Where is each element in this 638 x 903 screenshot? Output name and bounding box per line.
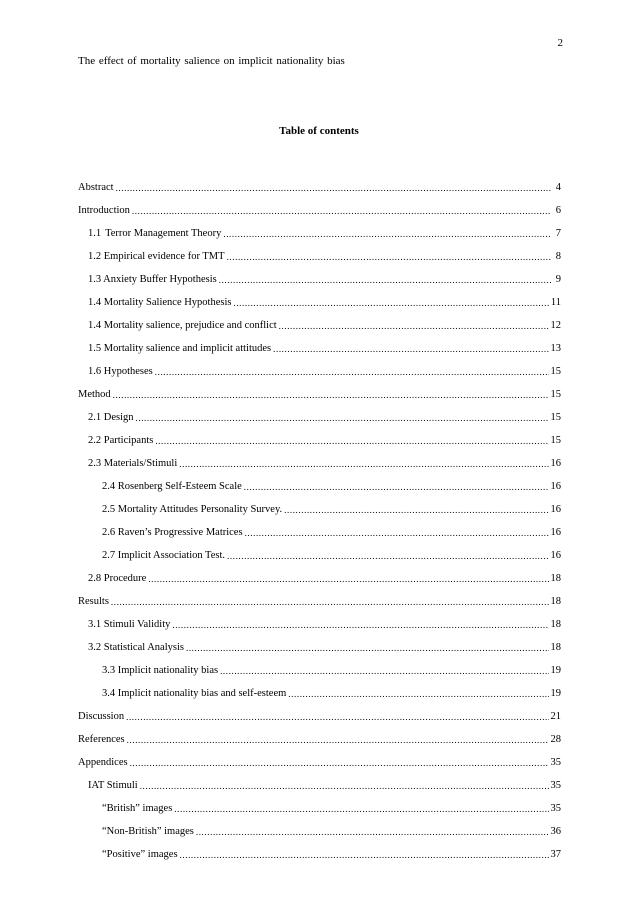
toc-leader-dots <box>174 803 548 815</box>
toc-leader-dots <box>288 688 548 700</box>
toc-entry-label: “British” images <box>102 802 173 814</box>
toc-entry-label: 3.2 Statistical Analysis <box>88 641 184 653</box>
page-number: 2 <box>557 37 563 49</box>
toc-leader-dots <box>245 527 549 539</box>
toc-entry-page: 15 <box>550 434 561 446</box>
toc-entry-label: Terror Management Theory <box>105 227 222 239</box>
toc-entry-page: 35 <box>550 779 561 791</box>
toc-entry-label: 2.7 Implicit Association Test. <box>102 549 226 561</box>
toc-entry-label: Appendices <box>78 756 128 768</box>
toc-entry-label: 3.3 Implicit nationality bias <box>102 664 219 676</box>
toc-entry-page: 16 <box>550 457 561 469</box>
toc-entry[interactable] <box>78 245 561 268</box>
toc-entry[interactable] <box>78 452 561 475</box>
toc-entry[interactable] <box>78 590 561 613</box>
toc-entry-label: 2.5 Mortality Attitudes Personality Survey. <box>102 503 283 515</box>
toc-entry-label: 1.2 Empirical evidence for TMT <box>88 250 225 262</box>
toc-leader-dots <box>172 619 548 631</box>
toc-entry-page: 4 <box>555 181 561 193</box>
toc-entry-label: Abstract <box>78 181 114 193</box>
toc-entry-label: 1.5 Mortality salience and implicit attitudes <box>88 342 272 354</box>
toc-entry-page: 19 <box>550 664 561 676</box>
toc-entry-label: 2.3 Materials/Stimuli <box>88 457 178 469</box>
toc-entry[interactable] <box>78 475 561 498</box>
toc-entry[interactable] <box>78 544 561 567</box>
toc-entry-page: 12 <box>550 319 561 331</box>
toc-entry-page: 18 <box>550 641 561 653</box>
toc-entry[interactable] <box>78 797 561 820</box>
toc-entry-label: Discussion <box>78 710 125 722</box>
toc-leader-dots <box>186 642 549 654</box>
toc-entry-label: “Positive” images <box>102 848 178 860</box>
toc-entry-page: 36 <box>550 825 561 837</box>
toc-entry-label: 1.3 Anxiety Buffer Hypothesis <box>88 273 217 285</box>
table-of-contents <box>78 176 561 866</box>
toc-entry-label: 2.1 Design <box>88 411 134 423</box>
toc-leader-dots <box>279 320 549 332</box>
toc-entry-label: Results <box>78 595 109 607</box>
toc-entry-page: 6 <box>555 204 561 216</box>
toc-entry[interactable] <box>78 705 561 728</box>
toc-entry[interactable] <box>78 774 561 797</box>
toc-entry-page: 15 <box>550 365 561 377</box>
toc-entry-page: 16 <box>550 526 561 538</box>
toc-leader-dots <box>113 389 549 401</box>
toc-entry[interactable] <box>78 567 561 590</box>
toc-entry-page: 7 <box>555 227 561 239</box>
toc-entry-page: 11 <box>550 296 561 308</box>
toc-entry-label: Introduction <box>78 204 130 216</box>
toc-leader-dots <box>284 504 548 516</box>
toc-entry-page: 9 <box>555 273 561 285</box>
toc-title: Table of contents <box>279 125 359 137</box>
toc-entry[interactable] <box>78 636 561 659</box>
toc-entry-page: 16 <box>550 549 561 561</box>
toc-entry[interactable] <box>78 613 561 636</box>
toc-entry[interactable] <box>78 820 561 843</box>
toc-entry-number: 1.1 <box>88 227 102 239</box>
toc-entry-page: 18 <box>550 595 561 607</box>
toc-entry-label: 1.6 Hypotheses <box>88 365 153 377</box>
toc-leader-dots <box>180 849 549 861</box>
toc-entry-page: 15 <box>550 411 561 423</box>
toc-leader-dots <box>196 826 549 838</box>
toc-entry-page: 37 <box>550 848 561 860</box>
toc-entry-page: 8 <box>555 250 561 262</box>
toc-entry-page: 35 <box>550 802 561 814</box>
toc-entry[interactable] <box>78 498 561 521</box>
toc-entry-page: 16 <box>550 503 561 515</box>
toc-entry-label: References <box>78 733 125 745</box>
toc-leader-dots <box>223 228 551 240</box>
toc-entry[interactable] <box>78 429 561 452</box>
toc-entry[interactable] <box>78 843 561 866</box>
toc-leader-dots <box>233 297 548 309</box>
toc-leader-dots <box>220 665 548 677</box>
toc-leader-dots <box>136 412 549 424</box>
running-head: The effect of mortality salience on implicit nationality bias <box>78 55 345 67</box>
toc-leader-dots <box>148 573 548 585</box>
toc-leader-dots <box>227 251 551 263</box>
toc-leader-dots <box>155 366 549 378</box>
toc-entry[interactable] <box>78 291 561 314</box>
toc-entry-page: 19 <box>550 687 561 699</box>
toc-entry[interactable] <box>78 199 561 222</box>
toc-entry[interactable] <box>78 659 561 682</box>
toc-entry-label: 1.4 Mortality Salience Hypothesis <box>88 296 232 308</box>
toc-leader-dots <box>155 435 548 447</box>
toc-entry-label: IAT Stimuli <box>88 779 138 791</box>
toc-entry-page: 18 <box>550 572 561 584</box>
toc-leader-dots <box>227 550 548 562</box>
toc-entry[interactable] <box>78 176 561 199</box>
toc-leader-dots <box>179 458 548 470</box>
toc-entry[interactable] <box>78 268 561 291</box>
toc-entry-label: 3.4 Implicit nationality bias and self-esteem <box>102 687 287 699</box>
toc-entry-page: 18 <box>550 618 561 630</box>
toc-entry-label: 2.8 Procedure <box>88 572 147 584</box>
toc-entry[interactable] <box>78 314 561 337</box>
toc-entry[interactable] <box>78 751 561 774</box>
toc-entry-page: 21 <box>550 710 561 722</box>
toc-entry-label: 2.4 Rosenberg Self-Esteem Scale <box>102 480 242 492</box>
toc-leader-dots <box>126 711 548 723</box>
toc-leader-dots <box>244 481 549 493</box>
toc-entry[interactable] <box>78 383 561 406</box>
toc-entry-page: 13 <box>550 342 561 354</box>
toc-entry[interactable] <box>78 728 561 751</box>
toc-entry[interactable] <box>78 521 561 544</box>
toc-leader-dots <box>219 274 551 286</box>
toc-entry[interactable] <box>78 360 561 383</box>
toc-entry[interactable] <box>78 337 561 360</box>
toc-leader-dots <box>140 780 549 792</box>
toc-entry-label: 2.2 Participants <box>88 434 154 446</box>
toc-entry-label: “Non-British” images <box>102 825 194 837</box>
toc-entry-label: 1.4 Mortality salience, prejudice and conflict <box>88 319 277 331</box>
toc-entry[interactable] <box>78 406 561 429</box>
toc-leader-dots <box>273 343 548 355</box>
toc-entry-page: 15 <box>550 388 561 400</box>
toc-entry[interactable] <box>78 222 561 245</box>
toc-leader-dots <box>127 734 549 746</box>
toc-entry-label: 2.6 Raven’s Progressive Matrices <box>102 526 243 538</box>
toc-entry[interactable] <box>78 682 561 705</box>
toc-leader-dots <box>111 596 549 608</box>
toc-entry-page: 28 <box>550 733 561 745</box>
toc-entry-label: Method <box>78 388 111 400</box>
toc-leader-dots <box>132 205 551 217</box>
toc-leader-dots <box>116 182 551 194</box>
toc-entry-page: 16 <box>550 480 561 492</box>
toc-entry-label: 3.1 Stimuli Validity <box>88 618 171 630</box>
toc-leader-dots <box>130 757 549 769</box>
toc-entry-page: 35 <box>550 756 561 768</box>
